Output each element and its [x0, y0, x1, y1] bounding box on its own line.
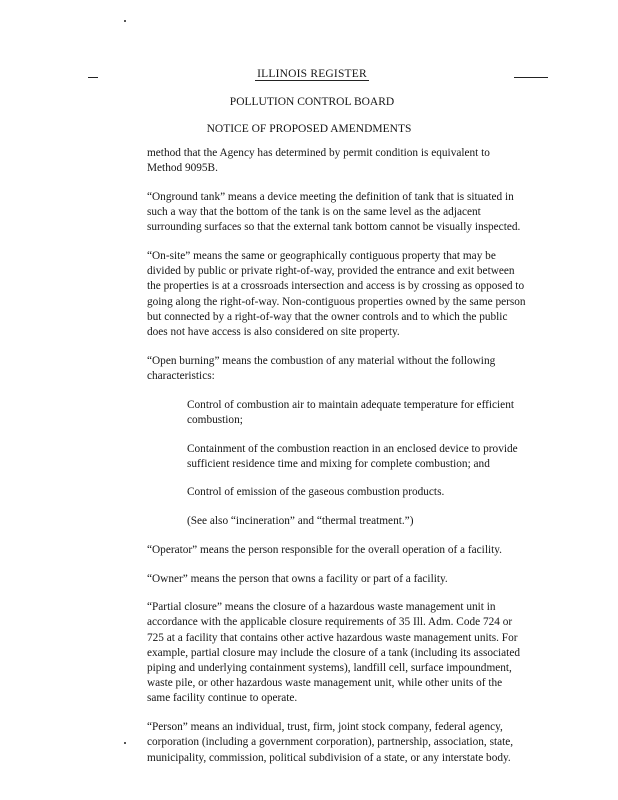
document-body [147, 146, 527, 779]
board-title: POLLUTION CONTROL BOARD [229, 96, 395, 108]
paragraph-owner: “Owner” means the person that owns a facility or part of a facility. [147, 572, 448, 585]
see-also-note: (See also “incineration” and “thermal treatment.”) [187, 515, 414, 528]
paragraph-on-site: “On-site” means the same or geographically contiguous property that may be divided by public or private right-of-way, provided the entrance and exit between the properties is at a crossroads intersection and access is by crossing as opposed to going along the right-of-way. Non-contiguous properties owned by the same person but connected by a right-of-way that the owner controls and to which the public does not have access is also considered on site property. [147, 250, 526, 339]
register-title [0, 68, 618, 80]
scan-speck [124, 742, 126, 744]
paragraph-person: “Person” means an individual, trust, firm, joint stock company, federal agency, corporation (including a government corporation), partnership, association, state, municipality, commission, political subdivision of a state, or any interstate body. [147, 721, 514, 764]
scan-speck [124, 20, 126, 22]
paragraph-method-9095b: method that the Agency has determined by permit condition is equivalent to Method 9095B. [147, 147, 490, 175]
register-title-text: ILLINOIS REGISTER [257, 68, 367, 80]
paragraph-onground-tank: “Onground tank” means a device meeting the definition of tank that is situated in such a way that the bottom of the tank is on the same level as the adjacent surrounding surfaces so that the external tank bottom cannot be visually inspected. [147, 190, 521, 234]
paragraph-operator: “Operator” means the person responsible for the overall operation of a facility. [147, 543, 502, 556]
list-item-containment: Containment of the combustion reaction in an enclosed device to provide sufficient residence time and mixing for complete combustion; and [187, 442, 518, 470]
paragraph-partial-closure: “Partial closure” means the closure of a hazardous waste management unit in accordance with the applicable closure requirements of 35 Ill. Adm. Code 724 or 725 at a facility that contains other active hazardous waste management units. For example, partial closure may include the closure of a tank (including its associated piping and underlying containment systems), landfill cell, surface impoundment, waste pile, or other hazardous waste management unit, while other units of the same facility continue to operate. [147, 601, 520, 705]
list-item-combustion-air: Control of combustion air to maintain adequate temperature for efficient combustion; [187, 398, 514, 426]
list-item-emission-control: Control of emission of the gaseous combustion products. [187, 486, 445, 499]
notice-title: NOTICE OF PROPOSED AMENDMENTS [206, 123, 412, 135]
paragraph-open-burning: “Open burning” means the combustion of any material without the following characteristics: [147, 354, 496, 382]
